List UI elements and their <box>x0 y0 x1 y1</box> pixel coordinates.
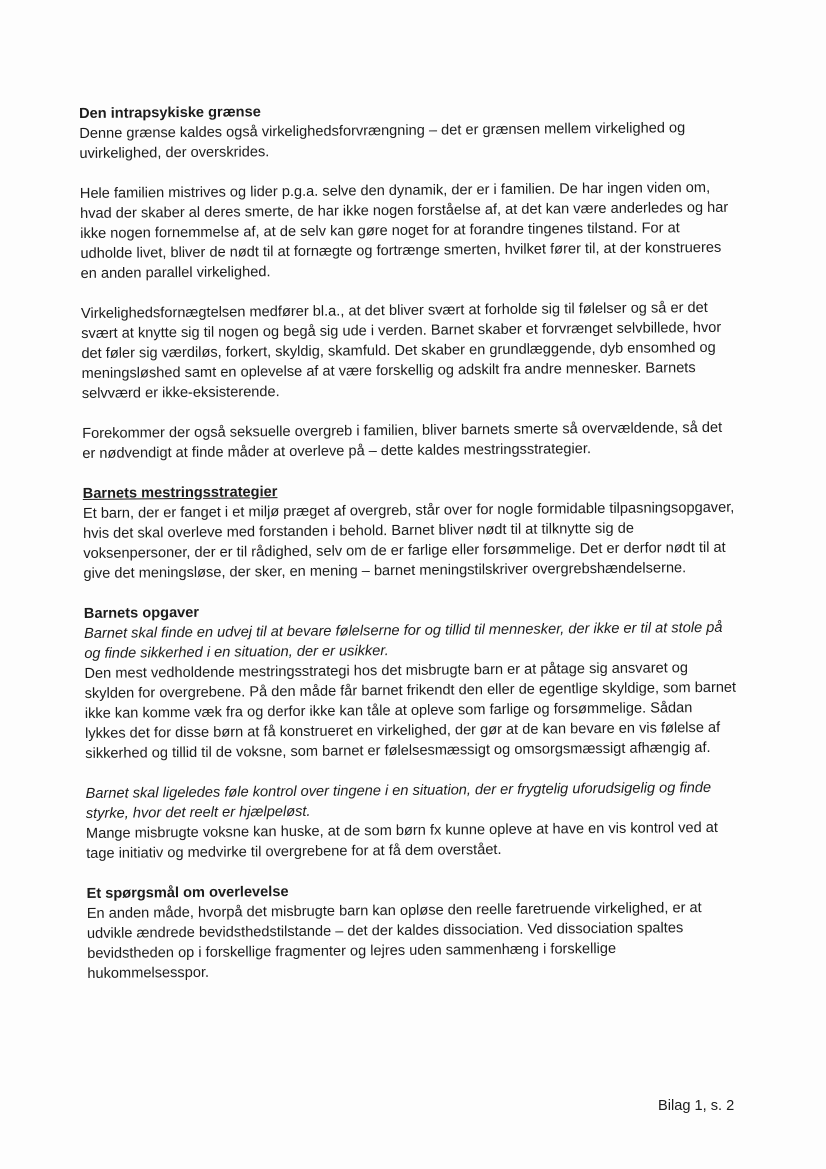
section-overlevelse <box>86 878 739 984</box>
paragraph: Et barn, der er fanget i et miljø præget af overgreb, står over for nogle formidable tilpasningsopgaver, hvis det skal overleve med forstanden i behold. Barnet bliver nødt til at tilknytte sig de voksenpersoner, der er til rådighed, selv om de er farlige eller forsømmelige. Det er derfor nødt til at give det meningsløse, der sker, en mening – barnet meningstilskriver overgrebshændelserne. <box>82 499 735 582</box>
paragraph: Virkelighedsfornægtelsen medfører bl.a., at det bliver svært at forholde sig til følelser og så er det svært at knytte sig til nogen og begå sig ude i verden. Barnet skaber et forvrænget selvbillede, hvor det føler sig værdiløs, forkert, skyldig, skamfuld. Det skaber en grundlæggende, dyb ensomhed og meningsløshed samt en oplevelse af at være forskellig og adskilt fra andre mennesker. Barnets selvværd er ikke-eksisterende. <box>80 299 722 402</box>
section-heading: Barnets mestringsstrategier <box>82 484 278 502</box>
paragraph: Den mest vedholdende mestringsstrategi hos det misbrugte barn er at påtage sig ansvaret og skylden for overgrebene. På den måde får barnet frikendt den eller de egentlige skyldige, som barnet ikke kan komme væk fra og derfor ikke kan tåle at opleve som farlige og forsømmelige. Sådan lykkes det for disse børn at få konstrueret en virkelighed, der gør at de kan bevare en vis følelse af sikkerhed og tillid til de voksne, som barnet er følelsesmæssigt og omsorgsmæssigt afhængig af. <box>84 660 737 762</box>
italic-statement: Barnet skal finde en udvej til at bevare følelserne for og tillid til mennesker, der ikke er til at stole på og finde sikkerhed i en situation, der er usikker. <box>84 619 723 662</box>
section-heading: Et spørgsmål om overlevelse <box>86 884 289 902</box>
section-intrapsykiske-graense <box>79 98 734 464</box>
section-barnets-opgaver <box>84 598 738 864</box>
paragraph: Hele familien mistrives og lider p.g.a. selve den dynamik, der er i familien. De har ingen viden om, hvad der skaber al deres smerte, de har ikke nogen forståelse af, at det kan være anderledes og har ikke nogen fornemmelse af, at de selv kan gøre noget for at forandre tingenes tilstand. For at udholde livet, bliver de nødt til at fornægte og fortrænge smerten, hvilket fører til, at der konstrueres en anden parallel virkelighed. <box>79 179 729 282</box>
section-heading: Den intrapsykiske grænse <box>79 104 261 122</box>
document-body <box>79 98 740 1004</box>
page-footer: Bilag 1, s. 2 <box>658 1098 735 1114</box>
italic-statement: Barnet skal ligeledes føle kontrol over tingene i en situation, der er frygtelig uforudsigelig og finde styrke, hvor det reelt er hjælpeløst. <box>85 779 712 822</box>
section-mestringsstrategier <box>83 478 736 584</box>
paragraph: En anden måde, hvorpå det misbrugte barn kan opløse den reelle faretruende virkelighed, er at udvikle ændrede bevidsthedstilstande – det der kaldes dissociation. Ved dissociation spaltes bevidstheden op i forskellige fragmenter og lejres uden sammenhæng i forskellige hukommelsesspor. <box>86 900 702 982</box>
paragraph: Denne grænse kaldes også virkelighedsforvrængning – det er grænsen mellem virkelighed og uvirkelighed, der overskrides. <box>79 120 686 162</box>
paragraph: Forekommer der også seksuelle overgreb i familien, bliver barnets smerte så overvældende, så det er nødvendigt at finde måder at overleve på – dette kaldes mestringsstrategier. <box>82 419 723 462</box>
paragraph: Mange misbrugte voksne kan huske, at de som børn fx kunne opleve at have en vis kontrol ved at tage initiativ og medvirke til overgrebene for at få dem overstået. <box>85 819 718 862</box>
section-heading: Barnets opgaver <box>83 604 200 622</box>
